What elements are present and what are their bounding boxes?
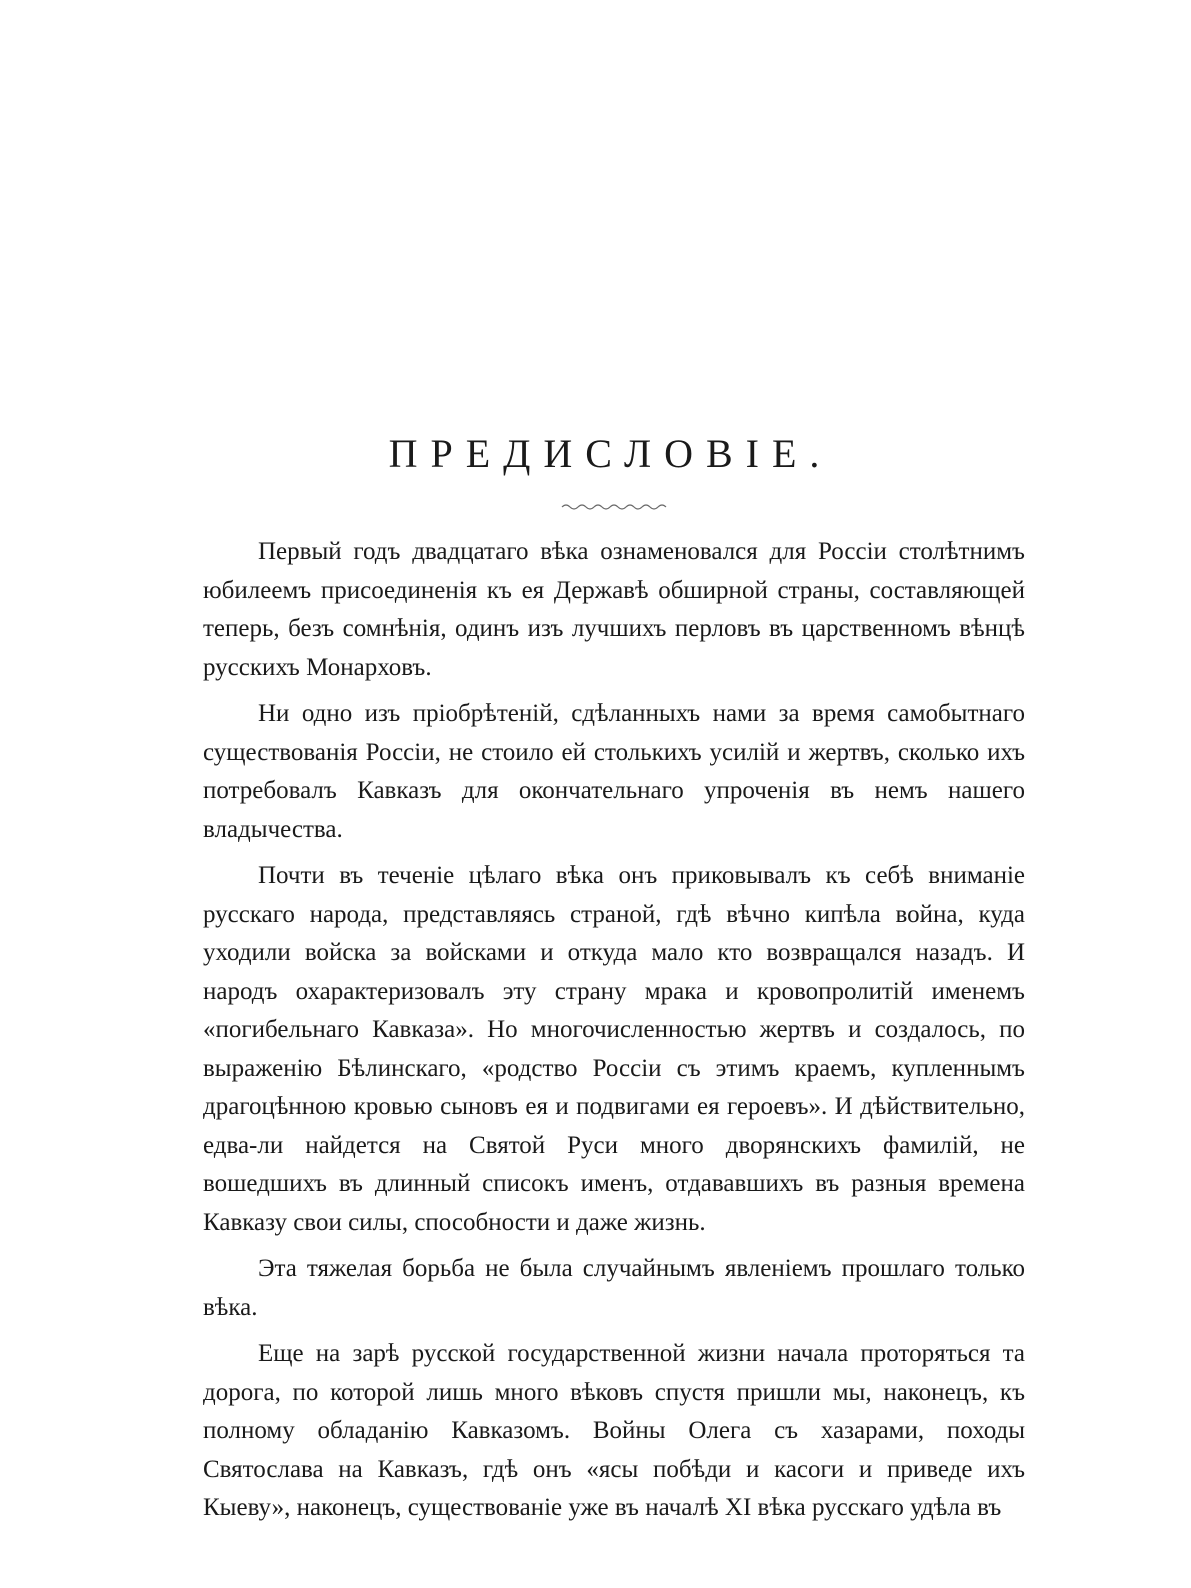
paragraph-1: Первый годъ двадцатаго вѣка ознаменовался для Россіи столѣтнимъ юбилеемъ присоединенія къ ея Державѣ обширной страны, составляющей теперь, безъ сомнѣнія, одинъ изъ лучшихъ перловъ въ царственномъ вѣнцѣ русскихъ Монарховъ. — [203, 538, 1025, 681]
paragraph-4: Эта тяжелая борьба не была случайнымъ явленіемъ прошлаго только вѣка. — [203, 1255, 1025, 1321]
paragraph-5: Еще на зарѣ русской государственной жизни начала проторяться та дорога, по которой лишь много вѣковъ спустя пришли мы, наконецъ, къ полному обладанію Кавказомъ. Войны Олега съ хазарами, походы Святослава на Кавказъ, гдѣ онъ «ясы побѣди и касоги и приведе ихъ Кыеву», наконецъ, существованіе уже въ началѣ XI вѣка русскаго удѣла въ — [203, 1340, 1025, 1521]
page-title: ПРЕДИСЛОВIЕ. — [388, 431, 833, 476]
paragraph-3: Почти въ теченіе цѣлаго вѣка онъ приковывалъ къ себѣ вниманіе русскаго народа, представляясь страной, гдѣ вѣчно кипѣла война, куда уходили войска за войсками и откуда мало кто возвращался назадъ. И народъ охарактеризовалъ эту страну мрака и кровопролитій именемъ «погибельнаго Кавказа». Но многочисленностью жертвъ и создалось, по выраженію Бѣлинскаго, «родство Россіи съ этимъ краемъ, купленнымъ драгоцѣнною кровью сыновъ ея и подвигами ея героевъ». И дѣйствительно, едва-ли найдется на Святой Руси много дворянскихъ фамилій, не вошедшихъ въ длинный списокъ именъ, отдававшихъ въ разныя времена Кавказу свои силы, способности и даже жизнь. — [203, 862, 1025, 1236]
paragraph-2: Ни одно изъ пріобрѣтеній, сдѣланныхъ нами за время самобытнаго существованія Россіи, не стоило ей столькихъ усилій и жертвъ, сколько ихъ потребовалъ Кавказъ для окончательнаго упроченія въ немъ нашего владычества. — [203, 700, 1025, 843]
body-text — [203, 533, 1025, 1528]
ornament-divider — [560, 498, 670, 514]
